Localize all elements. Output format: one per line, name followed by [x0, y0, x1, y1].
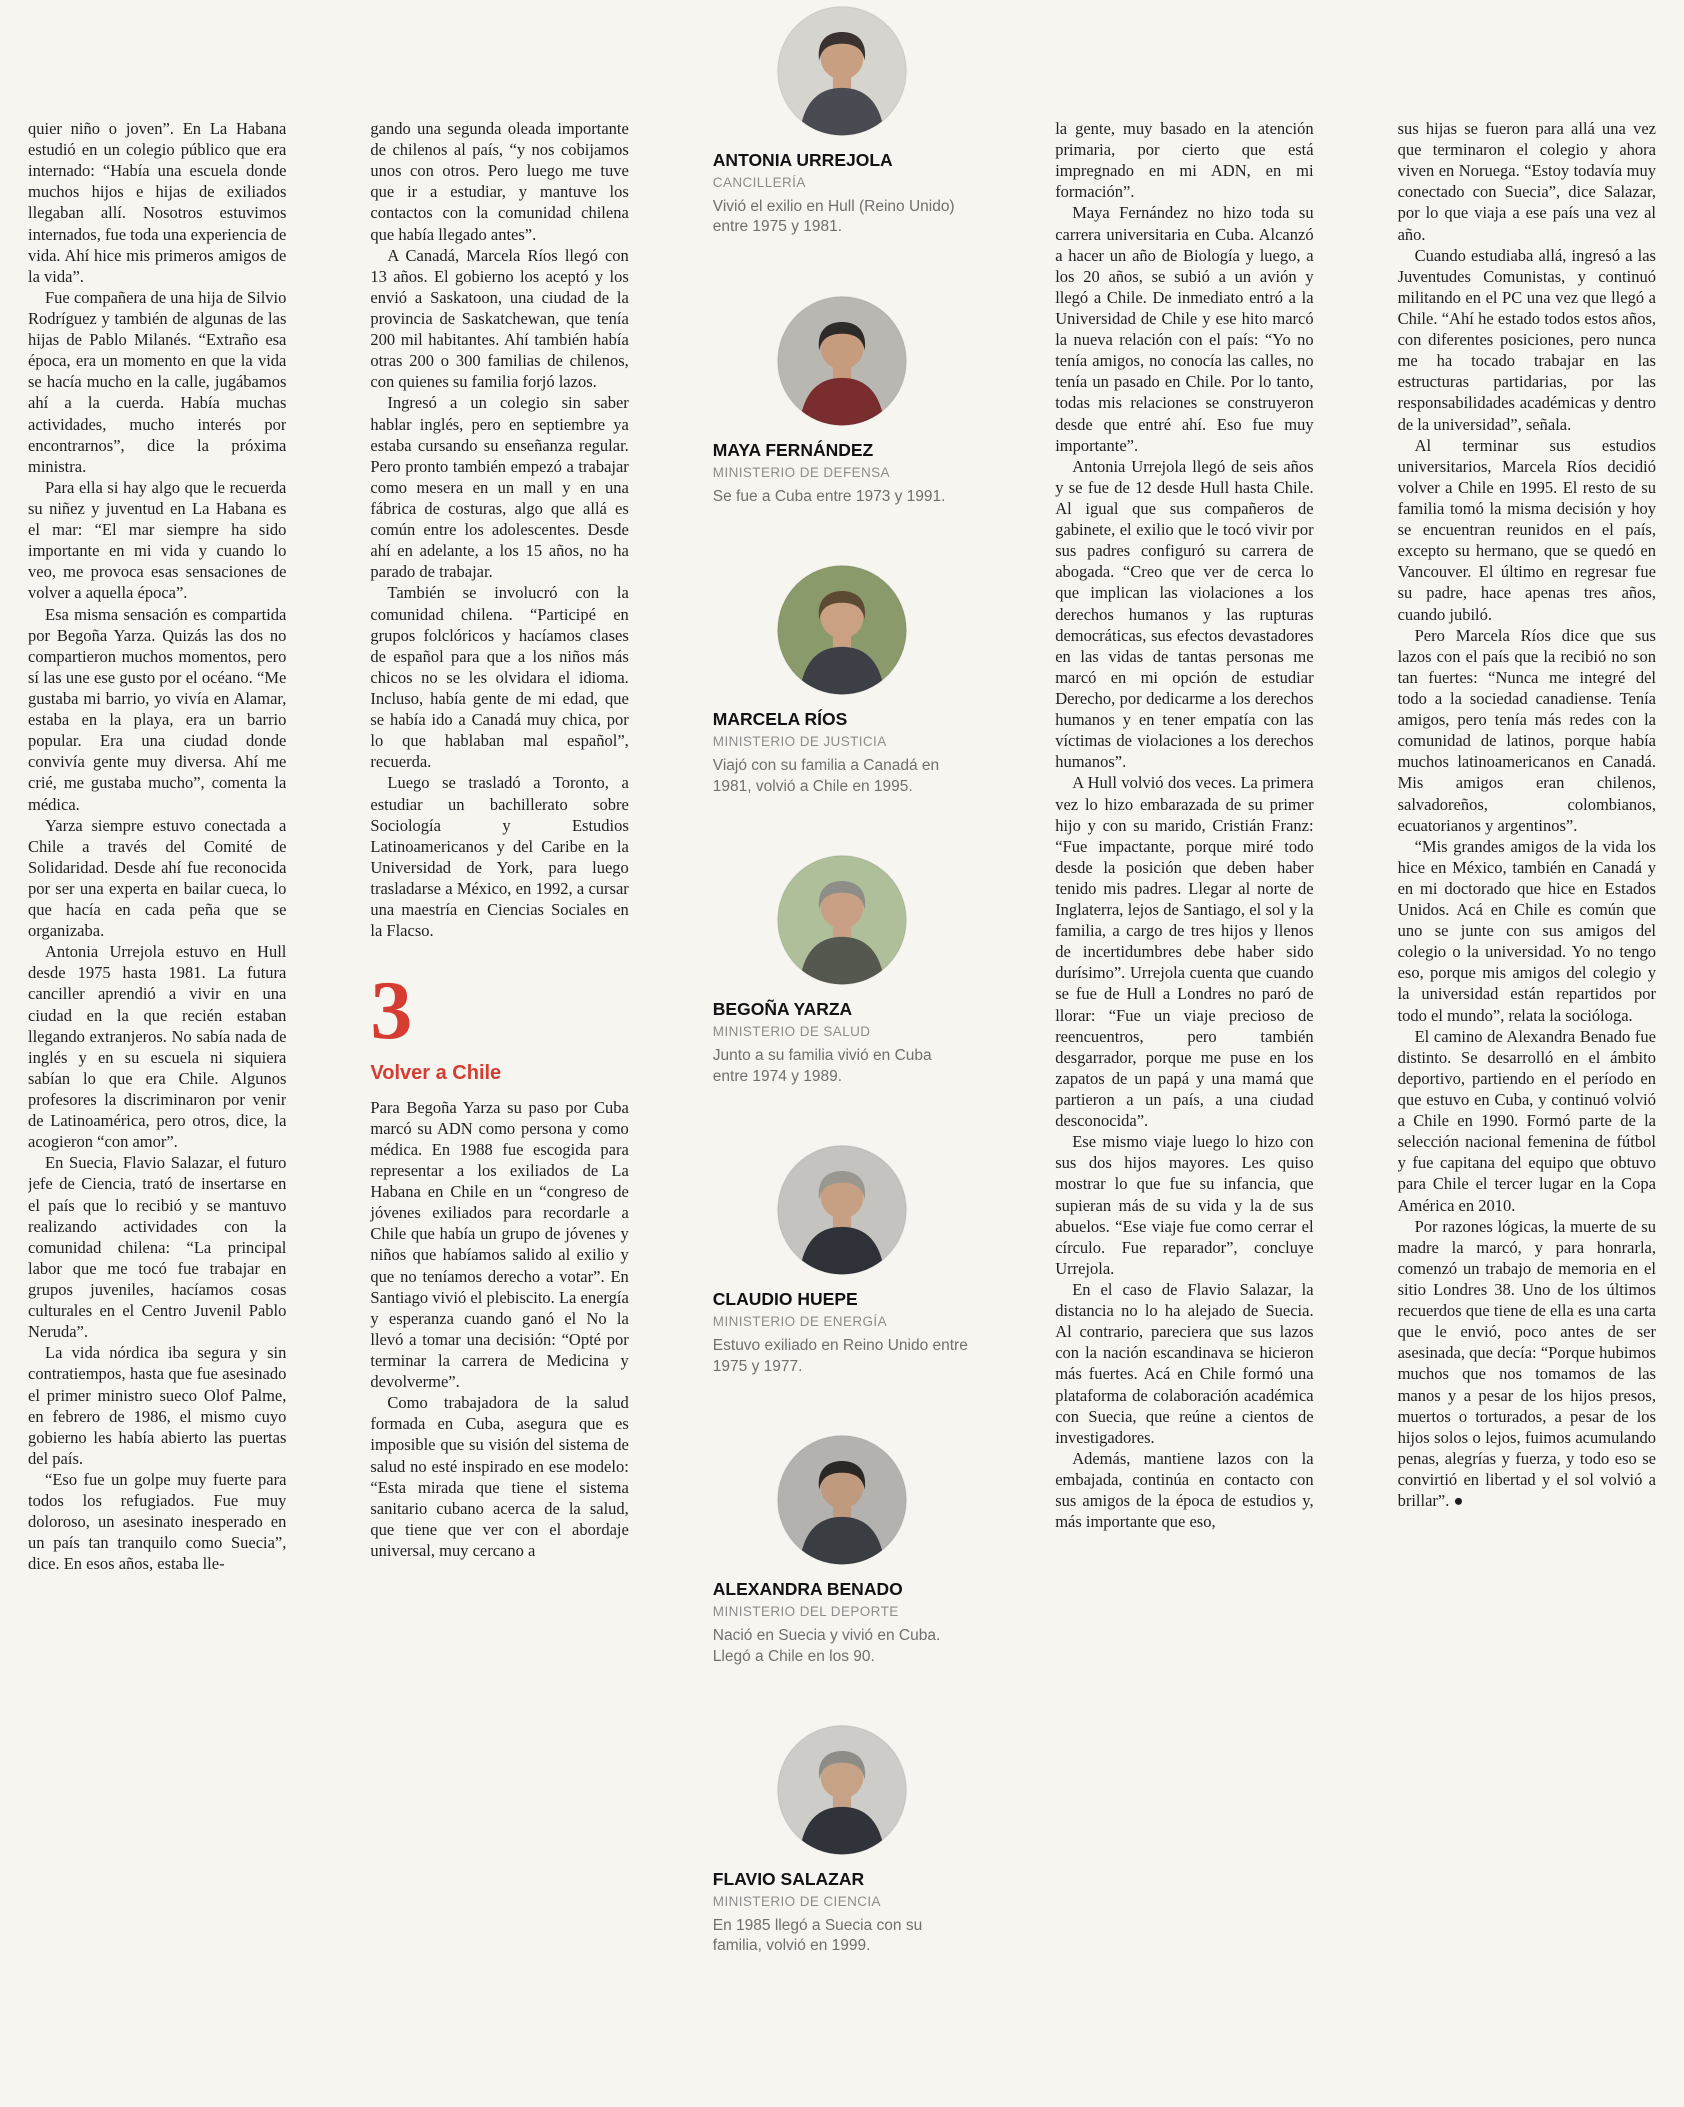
article-paragraph: Además, mantiene lazos con la embajada, continúa en contacto con sus amigos de la época de estudios y, más importante que eso,	[1055, 1448, 1314, 1532]
minister-caption: Junto a su familia vivió en Cuba entre 1974 y 1989.	[712, 1047, 932, 1085]
minister-block	[713, 1435, 971, 1667]
minister-photo	[777, 1145, 907, 1275]
article-paragraph: Como trabajadora de la salud formada en Cuba, asegura que es imposible que su visión del sistema de salud no esté inspirado en ese modelo: “Esta mirada que tiene el sistema sanitario cubano acerca de la salud, que tiene que ver con el abordaje universal, muy cercano a	[370, 1393, 629, 1560]
minister-name: FLAVIO SALAZAR	[712, 1868, 865, 1889]
article-paragraph: gando una segunda oleada importante de chilenos al país, “y nos cobijamos unos con otros. Pero luego me tuve que ir a estudiar, y mantuve los contactos con la comunidad chilena que había llegado antes”.	[370, 119, 629, 244]
article-paragraph: Para Begoña Yarza su paso por Cuba marcó su ADN como persona y como médica. En 1988 fue escogida para representar a los exiliados de La Habana en Chile en un “congreso de jóvenes exiliados para recordarle a Chile que había un grupo de jóvenes y niños que habíamos salido al exilio y que no teníamos derecho a votar”. En Santiago vivió el plebiscito. La energía y esperanza cuando ganó el No la llevó a tomar una decisión: “Opté por terminar la carrera de Medicina y devolverme”.	[370, 1097, 629, 1392]
article-paragraph: A Hull volvió dos veces. La primera vez lo hizo embarazada de su primer hijo y con su marido, Cristián Franz: “Fue impactante, porque miré todo desde la posición que deben haber tenido mis padres. Llegar al norte de Inglaterra, lejos de Santiago, el sol y la familia, a cargo de tres hijos y llenos de incertidumbres debe haber sido durísimo”. Urrejola cuenta que cuando se fue de Hull a Londres no paró de llorar: “Fue un viaje precioso de reencuentros, pero también desgarrador, porque me puse en los zapatos de un papá y una mamá que partieron a un país, a una ciudad desconocida”.	[1055, 773, 1314, 1131]
article-paragraph: “Mis grandes amigos de la vida los hice en México, también en Canadá y en mi doctorado que hice en Estados Unidos. Acá en Chile es común que uno se junte con sus amigos del colegio o la universidad. Yo no tengo eso, porque mis amigos del colegio y la universidad están repartidos por todo el mundo”, relata la socióloga.	[1397, 836, 1656, 1025]
minister-name: MARCELA RÍOS	[712, 709, 848, 730]
article-paragraph: Al terminar sus estudios universitarios, Marcela Ríos decidió volver a Chile en 1995. El resto de su familia tomó la misma decisión y hoy se encuentran reunidos en el país, excepto su hermano, que se quedó en Vancouver. El último en regresar fue su padre, hace apenas tres años, cuando jubiló.	[1397, 435, 1656, 624]
minister-block	[713, 1145, 971, 1377]
article-paragraph: quier niño o joven”. En La Habana estudió en un colegio público que era internado: “Había una escuela donde muchos hijos e hijas de exiliados llegaban allí. Nosotros estuvimos internados, fue toda una experiencia de vida. Ahí hice mis primeros amigos de la vida”.	[28, 119, 287, 286]
article-column-2-bottom	[370, 1097, 628, 1561]
minister-ministry: MINISTERIO DE ENERGÍA	[712, 1314, 887, 1330]
ministers-column	[713, 0, 971, 2107]
article-paragraph: Pero Marcela Ríos dice que sus lazos con el país que la recibió no son tan fuertes: “Nunca me integré del todo a la sociedad canadiense. Tenía amigos, pero tenía más redes con la comunidad de latinos, porque había muchos latinoamericanos en Canadá. Mis amigos eran chilenos, salvadoreños, colombianos, ecuatorianos y argentinos”.	[1397, 625, 1656, 835]
minister-photo	[777, 1725, 907, 1855]
article-paragraph: En el caso de Flavio Salazar, la distancia no lo ha alejado de Suecia. Al contrario, pareciera que sus lazos con la nación escandinava se hicieron más fuertes. Acá en Chile formó una plataforma de colaboración académica con Suecia, que reúne a cientos de investigadores.	[1055, 1280, 1314, 1447]
article-paragraph: Ese mismo viaje luego lo hizo con sus dos hijos mayores. Les quiso mostrar lo que fue su infancia, que supieran más de su vida y la de sus abuelos. “Ese viaje fue como cerrar el círculo. Fue reparador”, concluye Urrejola.	[1055, 1132, 1314, 1278]
minister-name: CLAUDIO HUEPE	[712, 1289, 858, 1310]
minister-photo	[777, 6, 907, 136]
minister-photo	[777, 1435, 907, 1565]
article-paragraph: A Canadá, Marcela Ríos llegó con 13 años. El gobierno los aceptó y los envió a Saskatoon, una ciudad de la provincia de Saskatchewan, que tenía 200 mil habitantes. Ahí también había otras 200 o 300 familias de chilenos, con quienes su familia forjó lazos.	[370, 245, 629, 392]
article-paragraph: Para ella si hay algo que le recuerda su niñez y juventud en La Habana es el mar: “El mar siempre ha sido importante en mi vida y cuando lo veo, me provoca esas sensaciones de volver a aquella época”.	[28, 477, 287, 603]
minister-caption: Vivió el exilio en Hull (Reino Unido) entre 1975 y 1981.	[712, 198, 955, 236]
minister-ministry: MINISTERIO DE DEFENSA	[712, 464, 890, 480]
minister-caption: En 1985 llegó a Suecia con su familia, volvió en 1999.	[712, 1916, 923, 1955]
article-paragraph: El camino de Alexandra Benado fue distinto. Se desarrolló en el ámbito deportivo, partiendo en el período en que estuvo en Cuba, y continuó volvió a Chile en 1990. Formó parte de la selección nacional femenina de fútbol y fue capitana del equipo que obtuvo para Chile el tercer lugar en la Copa América en 2010.	[1397, 1026, 1656, 1215]
minister-block	[713, 855, 971, 1087]
minister-block	[713, 6, 971, 238]
article-paragraph: sus hijas se fueron para allá una vez que terminaron el colegio y ahora viven en Noruega. “Estoy todavía muy conectado con Suecia”, dice Salazar, por lo que viaja a ese país una vez al año.	[1397, 119, 1656, 244]
minister-block	[713, 565, 971, 797]
article-column-1	[28, 0, 286, 2107]
article-paragraph: Antonia Urrejola llegó de seis años y se fue de 12 desde Hull hasta Chile. Al igual que sus compañeros de gabinete, el exilio que le tocó vivir por sus padres configuró su carrera de abogada. “Creo que ver de cerca lo que implican las violaciones a los derechos humanos y las rupturas democráticas, sus efectos devastadores en las vidas de tantas personas me marcó en mi opción de estudiar Derecho, por dedicarme a los derechos humanos y en tener empatía con las víctimas de violaciones a los derechos humanos”.	[1055, 456, 1314, 772]
minister-block	[713, 1725, 971, 1957]
article-column-5	[1398, 0, 1656, 2107]
article-paragraph: Antonia Urrejola estuvo en Hull desde 1975 hasta 1981. La futura canciller aprendió a vivir en una ciudad en la que recién estaban llegando extranjeros. No sabía nada de inglés y en su escuela ni siquiera sabían lo que era Chile. Algunos profesores la discriminaron por venir de Latinoamérica, pero otros, dice, la acogieron “con amor”.	[28, 942, 287, 1152]
minister-block	[713, 296, 971, 507]
minister-ministry: MINISTERIO DEL DEPORTE	[712, 1604, 899, 1620]
minister-ministry: MINISTERIO DE SALUD	[712, 1024, 871, 1040]
minister-name: ANTONIA URREJOLA	[712, 150, 893, 170]
article-paragraph: la gente, muy basado en la atención primaria, por cierto que está impregnado en mi ADN, en mi formación”.	[1055, 119, 1314, 202]
minister-photo	[777, 565, 907, 695]
article-column-2	[370, 0, 628, 2107]
minister-caption: Estuvo exiliado en Reino Unido entre 1975 y 1977.	[712, 1337, 968, 1375]
minister-photo	[777, 296, 907, 426]
article-paragraph: En Suecia, Flavio Salazar, el futuro jefe de Ciencia, trató de insertarse en el país que lo recibió y se mantuvo realizando actividades con la comunidad chilena: “La principal labor que me tocó fue trabajar en grupos juveniles, hacíamos cosas culturales en el Centro Juvenil Pablo Neruda”.	[28, 1153, 287, 1342]
article-paragraph: También se involucró con la comunidad chilena. “Participé en grupos folclóricos y hacíamos clases de español para que a los niños más chicos no se les olvidara el idioma. Incluso, había gente de mi edad, que se había ido a Canadá muy chica, por lo que hablaban mal español”, recuerda.	[370, 583, 629, 772]
minister-ministry: MINISTERIO DE CIENCIA	[712, 1893, 881, 1909]
article-paragraph: La vida nórdica iba segura y sin contratiempos, hasta que fue asesinado el primer ministro sueco Olof Palme, en febrero de 1986, el mismo cuyo gobierno les había abierto las puertas del país.	[28, 1343, 287, 1468]
minister-ministry: CANCILLERÍA	[712, 175, 806, 190]
article-paragraph: Maya Fernández no hizo toda su carrera universitaria en Cuba. Alcanzó a hacer un año de Biología y luego, a los 20 años, se subió a un avión y llegó a Chile. De inmediato entró a la Universidad de Chile y ese hito marcó la nueva relación con el país: “Yo no tenía amigos, no conocía las calles, no tenía un pasado en Chile. Por lo tanto, todas mis relaciones se construyeron desde que entré ahí. Eso fue muy importante”.	[1055, 203, 1314, 455]
article-paragraph: Yarza siempre estuvo conectada a Chile a través del Comité de Solidaridad. Desde ahí fue reconocida por ser una experta en bailar cueca, lo que hacía en cada peña que se organizaba.	[28, 815, 287, 941]
article-paragraph: Esa misma sensación es compartida por Begoña Yarza. Quizás las dos no compartieron muchos momentos, pero sí las une ese gusto por el océano. “Me gustaba mi barrio, yo vivía en Alamar, estaba en la playa, era un barrio popular. Era una ciudad donde convivía gente muy diversa. Ahí me crié, me gustaba mucho”, comenta la médica.	[28, 604, 287, 814]
article-paragraph: Ingresó a un colegio sin saber hablar inglés, pero en septiembre ya estaba cursando su enseñanza regular. Pero pronto también empezó a trabajar como mesera en un mall y en una fábrica de costuras, algo que allá es común entre los adolescentes. Desde ahí en adelante, a los 15 años, no ha parado de trabajar.	[370, 393, 629, 582]
minister-caption: Se fue a Cuba entre 1973 y 1991.	[712, 487, 946, 505]
article-column-2-top	[370, 118, 628, 941]
article-paragraph: “Eso fue un golpe muy fuerte para todos los refugiados. Fue muy doloroso, un asesinato inesperado en un país tan tranquilo como Suecia”, dice. En esos años, estaba lle-	[28, 1470, 287, 1574]
article-paragraph: Por razones lógicas, la muerte de su madre la marcó, y para honrarla, comenzó un trabajo de memoria en el sitio Londres 38. Uno de los últimos recuerdos que tiene de ella es una carta que le envió, poco antes de ser asesinada, que decía: “Porque hubimos muchos que nos tomamos de las manos y a pesar de los hijos presos, muertos o torturados, a pesar de los hijos solos o lejos, fuimos acumulando penas, alegrías y fuerza, y todo eso se convirtió en libertad y el sol volvió a brillar”. ●	[1397, 1216, 1656, 1511]
minister-name: BEGOÑA YARZA	[712, 999, 853, 1020]
article-paragraph: Fue compañera de una hija de Silvio Rodríguez y también de algunas de las hijas de Pablo Milanés. “Extraño esa época, era un momento en que la vida se hacía mucho en la calle, jugábamos ahí a la cuerda. Había muchas actividades, mucho interés por encontrarnos”, dice la próxima ministra.	[28, 287, 287, 476]
minister-name: MAYA FERNÁNDEZ	[712, 439, 874, 460]
article-paragraph: Luego se trasladó a Toronto, a estudiar un bachillerato sobre Sociología y Estudios Latinoamericanos y del Caribe en la Universidad de York, para luego trasladarse a México, en 1992, a cursar una maestría en Ciencias Sociales en la Flacso.	[370, 773, 629, 941]
minister-caption: Viajó con su familia a Canadá en 1981, volvió a Chile en 1995.	[712, 757, 940, 795]
minister-ministry: MINISTERIO DE JUSTICIA	[712, 734, 887, 750]
minister-name: ALEXANDRA BENADO	[712, 1579, 903, 1600]
article-column-4	[1055, 0, 1313, 2107]
section-heading: Volver a Chile	[370, 1062, 502, 1085]
section-number: 3	[370, 964, 413, 1058]
minister-caption: Nació en Suecia y vivió en Cuba. Llegó a Chile en los 90.	[712, 1627, 941, 1665]
article-paragraph: Cuando estudiaba allá, ingresó a las Juventudes Comunistas, y continuó militando en el PC una vez que llegó a Chile. “Ahí he estado todos estos años, con diferentes posiciones, pero nunca me ha tocado trabajar en las estructuras partidarias, por las responsabilidades académicas y dentro de la universidad”, señala.	[1397, 245, 1656, 434]
minister-photo	[777, 855, 907, 985]
